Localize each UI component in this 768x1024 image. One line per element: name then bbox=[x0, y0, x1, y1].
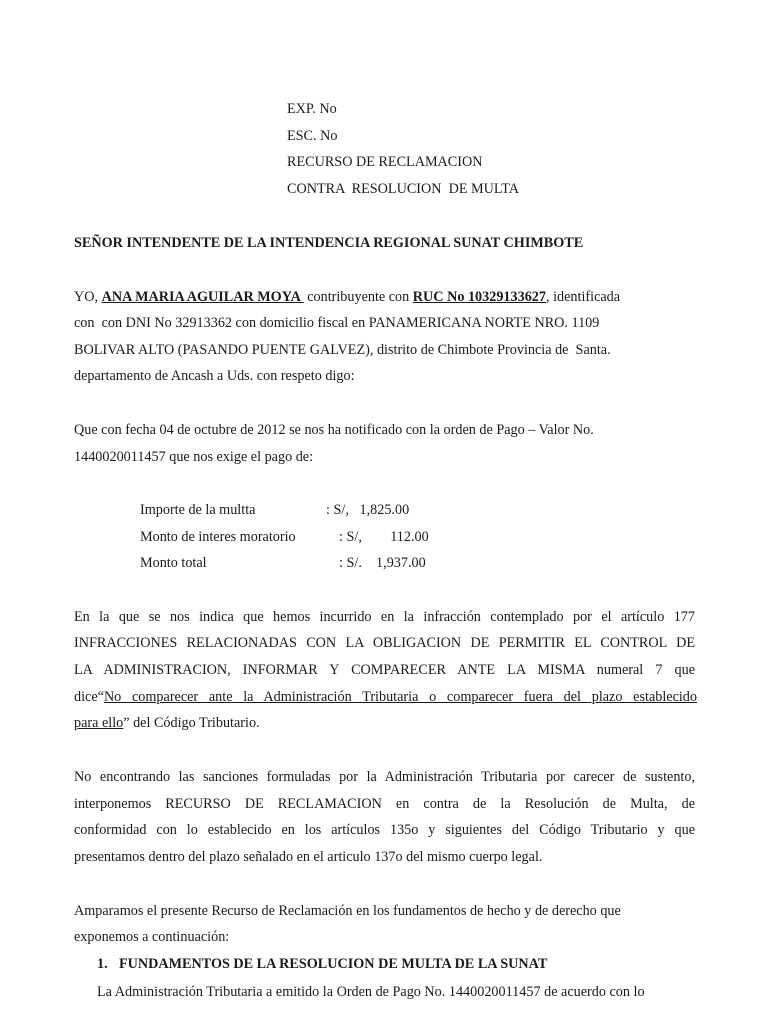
amount-value-total: : S/. 1,937.00 bbox=[339, 555, 426, 571]
ruc-number: RUC No 10329133627 bbox=[412, 289, 546, 305]
amount-label-interest: Monto de interes moratorio bbox=[140, 529, 296, 545]
claim-line-1: No encontrando las sanciones formuladas por la Administración Tributaria por carecer de sustento, bbox=[74, 769, 695, 785]
section-1-line-1: La Administración Tributaria a emitido la Orden de Pago No. 1440020011457 de acuerdo con lo bbox=[97, 984, 645, 1000]
intro-line-4: departamento de Ancash a Uds. con respeto digo: bbox=[74, 368, 355, 384]
addressee: SEÑOR INTENDENTE DE LA INTENDENCIA REGIONAL SUNAT CHIMBOTE bbox=[74, 235, 584, 251]
esc-number: ESC. No bbox=[287, 128, 338, 144]
quoted-infraction: No comparecer ante la Administración Tributaria o comparecer fuera del plazo establecido bbox=[103, 689, 697, 705]
exp-number: EXP. No bbox=[287, 101, 337, 117]
intro-line-2: con con DNI No 32913362 con domicilio fiscal en PANAMERICANA NORTE NRO. 1109 bbox=[74, 315, 600, 331]
infraction-says: dice“ bbox=[74, 689, 104, 705]
infraction-line-4 bbox=[74, 689, 697, 705]
intro-identified: , identificada bbox=[546, 289, 621, 305]
intro-contributor: contribuyente con bbox=[303, 289, 413, 305]
recurso-heading: RECURSO DE RECLAMACION bbox=[287, 154, 483, 170]
infraction-line-5 bbox=[74, 715, 260, 731]
basis-line-2: exponemos a continuación: bbox=[74, 929, 230, 945]
section-1-title: FUNDAMENTOS DE LA RESOLUCION DE MULTA DE LA SUNAT bbox=[119, 956, 548, 972]
claim-line-2: interponemos RECURSO DE RECLAMACION en contra de la Resolución de Multa, de bbox=[74, 796, 695, 812]
claim-line-4: presentamos dentro del plazo señalado en el articulo 137o del mismo cuerpo legal. bbox=[74, 849, 543, 865]
quoted-infraction-end: para ello bbox=[74, 715, 124, 731]
amount-label-total: Monto total bbox=[140, 555, 207, 571]
infraction-line-1: En la que se nos indica que hemos incurrido en la infracción contemplado por el artículo 177 bbox=[74, 609, 695, 625]
intro-line-3: BOLIVAR ALTO (PASANDO PUENTE GALVEZ), distrito de Chimbote Provincia de Santa. bbox=[74, 342, 611, 358]
contra-heading: CONTRA RESOLUCION DE MULTA bbox=[287, 181, 520, 197]
amount-value-fine: : S/, 1,825.00 bbox=[326, 502, 410, 518]
notice-line-1: Que con fecha 04 de octubre de 2012 se nos ha notificado con la orden de Pago – Valor No. bbox=[74, 422, 594, 438]
intro-line-1 bbox=[74, 289, 620, 305]
amount-label-fine: Importe de la multta bbox=[140, 502, 256, 518]
infraction-line-3: LA ADMINISTRACION, INFORMAR Y COMPARECER ANTE LA MISMA numeral 7 que bbox=[74, 662, 695, 678]
claimant-name: ANA MARIA AGUILAR MOYA bbox=[101, 289, 304, 305]
infraction-line-2: INFRACCIONES RELACIONADAS CON LA OBLIGACION DE PERMITIR EL CONTROL DE bbox=[74, 635, 695, 651]
claim-line-3: conformidad con lo establecido en los artículos 135o y siguientes del Código Tributario y que bbox=[74, 822, 695, 838]
section-1-number: 1. bbox=[97, 956, 108, 972]
infraction-code-ref: ” del Código Tributario. bbox=[123, 715, 260, 731]
basis-line-1: Amparamos el presente Recurso de Reclamación en los fundamentos de hecho y de derecho que bbox=[74, 903, 621, 919]
intro-prefix: YO, bbox=[74, 289, 102, 305]
notice-line-2: 1440020011457 que nos exige el pago de: bbox=[74, 449, 314, 465]
amount-value-interest: : S/, 112.00 bbox=[339, 529, 429, 545]
